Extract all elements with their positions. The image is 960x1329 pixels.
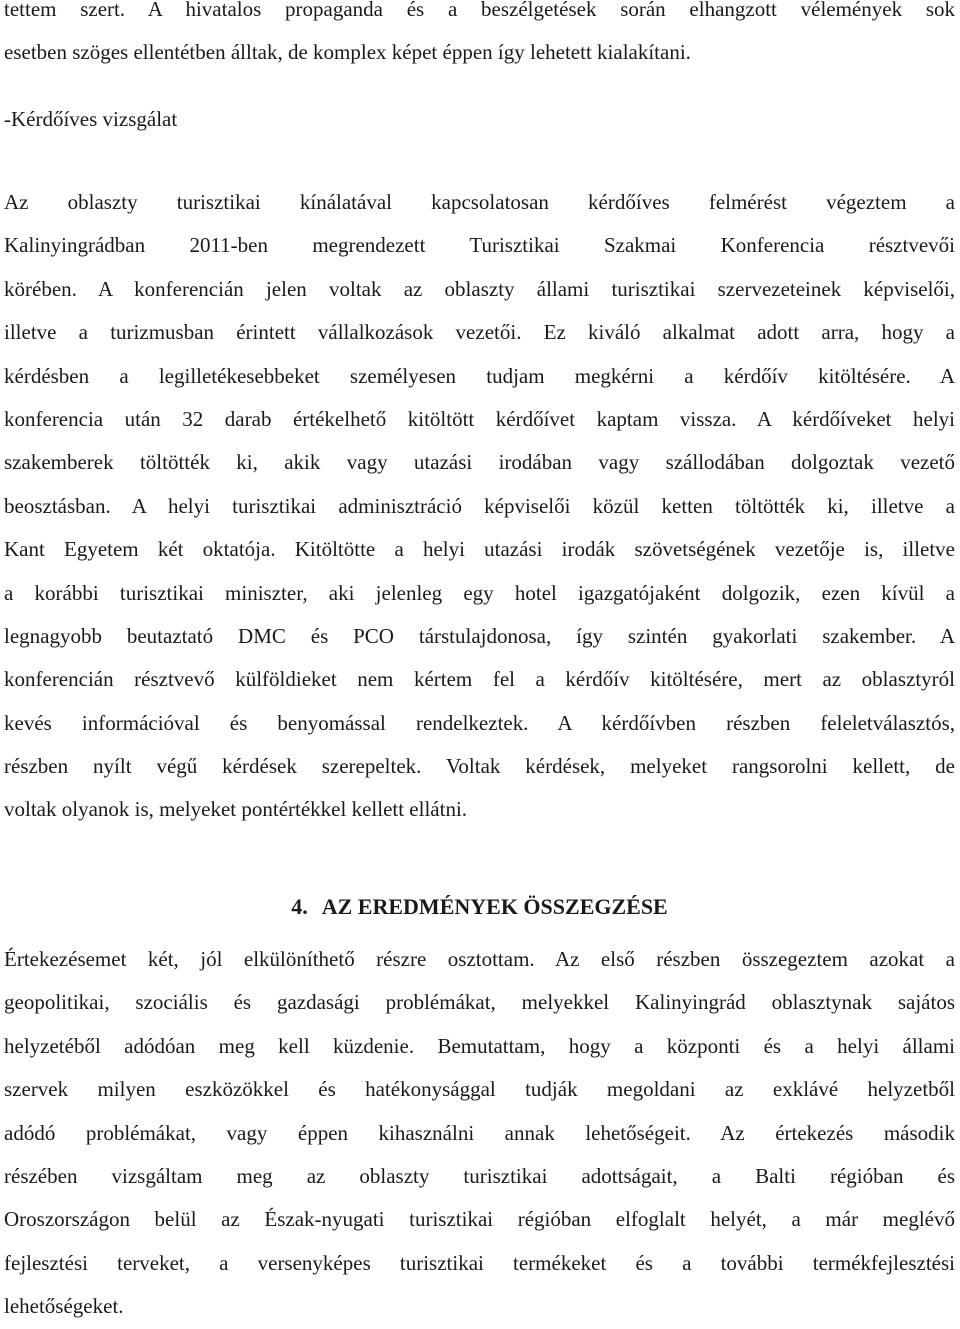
text-line: tettem szert. A hivatalos propaganda és a beszélgetések során elhangzott vélemények sok [4,0,955,21]
text-line: esetben szöges ellentétben álltak, de komplex képet éppen így lehetett kialakítani. [4,40,691,65]
text-line: körében. A konferencián jelen voltak az oblaszty állami turisztikai szervezeteinek képviselői, [4,276,955,301]
paragraph-questionnaire [4,181,955,832]
text-line: helyzetéből adódóan meg kell küzdenie. Bemutattam, hogy a központi és a helyi állami [4,1033,955,1058]
text-line: beosztásban. A helyi turisztikai adminisztráció képviselői közül ketten töltötték ki, illetve a [4,493,955,518]
subheading [4,98,955,141]
text-line: részben nyílt végű kérdések szerepeltek. Voltak kérdések, melyeket rangsorolni kellett, de [4,754,955,779]
section-number: 4. [291,894,308,919]
text-line: Kant Egyetem két oktatója. Kitöltötte a helyi utazási irodák szövetségének vezetője is, illetve [4,537,955,562]
section-heading [4,885,955,928]
section-title: AZ EREDMÉNYEK ÖSSZEGZÉSE [321,894,668,919]
text-line: geopolitikai, szociális és gazdasági problémákat, melyekkel Kalinyingrád oblasztynak sajátos [4,990,955,1015]
text-line: lehetőségeket. [4,1294,124,1319]
paragraph-intro [4,0,955,75]
subheading-text: -Kérdőíves vizsgálat [4,107,178,131]
text-line: részében vizsgáltam meg az oblaszty turisztikai adottságait, a Balti régióban és [4,1163,955,1188]
text-line: voltak olyanok is, melyeket pontértékkel kellett ellátni. [4,797,468,822]
text-line: fejlesztési terveket, a versenyképes turisztikai termékeket és a további termékfejlesztési [4,1250,955,1275]
text-line: Oroszországon belül az Észak-nyugati turisztikai régióban elfoglalt helyét, a már meglévő [4,1207,955,1232]
text-line: Értekezésemet két, jól elkülöníthető részre osztottam. Az első részben összegeztem azokat a [4,947,955,971]
text-line: kevés információval és benyomással rendelkeztek. A kérdőívben részben feleletválasztós, [4,710,955,735]
text-line: kérdésben a legilletékesebbeket személyesen tudjam megkérni a kérdőív kitöltésére. A [4,363,955,388]
text-line: illetve a turizmusban érintett vállalkozások vezetői. Ez kiváló alkalmat adott arra, hogy a [4,320,955,345]
text-line: Az oblaszty turisztikai kínálatával kapcsolatosan kérdőíves felmérést végeztem a [4,190,955,214]
text-line: Kalinyingrádban 2011-ben megrendezett Turisztikai Szakmai Konferencia résztvevői [4,233,955,258]
text-line: a korábbi turisztikai miniszter, aki jelenleg egy hotel igazgatójaként dolgozik, ezen kívül a [4,580,955,605]
text-line: szervek milyen eszközökkel és hatékonysággal tudják megoldani az exklávé helyzetből [4,1077,955,1102]
text-line: konferencián résztvevő külföldieket nem kértem fel a kérdőív kitöltésére, mert az oblasztyról [4,667,955,692]
text-line: adódó problémákat, vagy éppen kihasználni annak lehetőségeit. Az értekezés második [4,1120,955,1145]
text-line: legnagyobb beutaztató DMC és PCO társtulajdonosa, így szintén gyakorlati szakember. A [4,623,955,648]
text-line: konferencia után 32 darab értékelhető kitöltött kérdőívet kaptam vissza. A kérdőíveket helyi [4,406,955,431]
paragraph-summary [4,938,955,1329]
text-line: szakemberek töltötték ki, akik vagy utazási irodában vagy szállodában dolgoztak vezető [4,450,955,475]
